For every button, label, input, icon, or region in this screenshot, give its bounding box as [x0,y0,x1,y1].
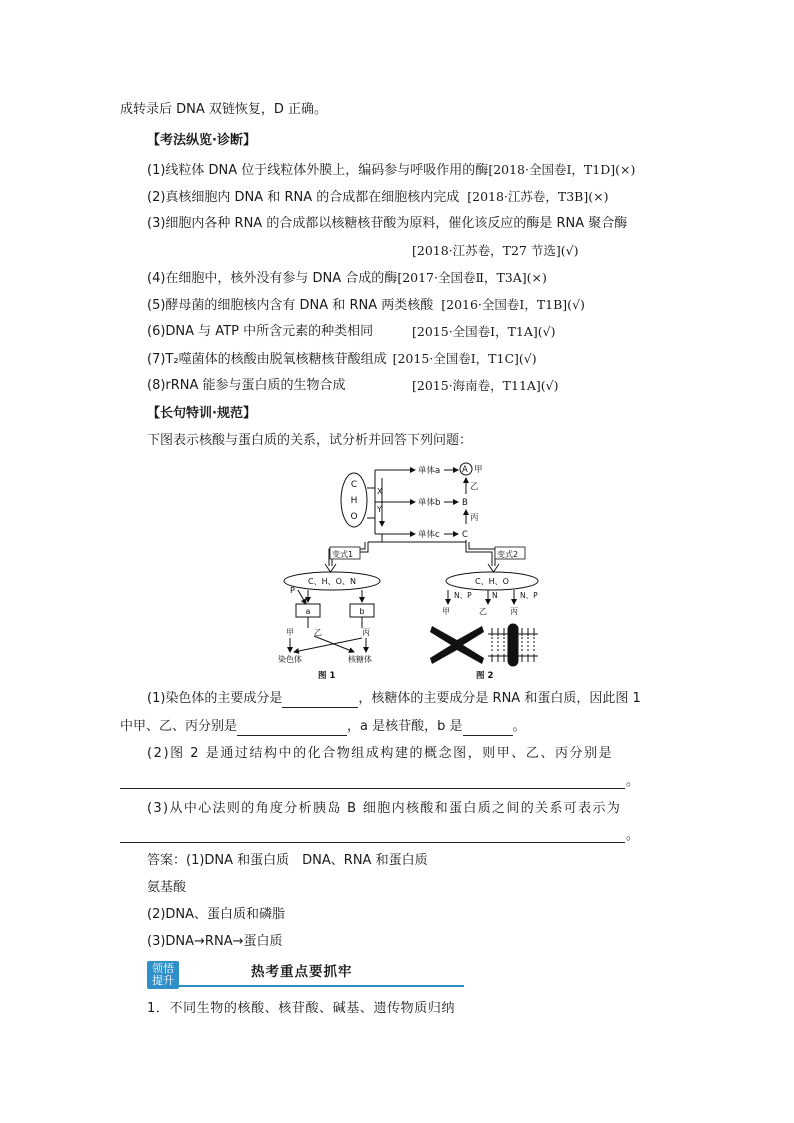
element-c: C [350,480,358,490]
step-yi: 乙 [470,482,479,492]
answer-line-4-text: (3)DNA→RNA→蛋白质 [147,934,283,949]
list-item [147,215,627,233]
product-a: A [462,465,468,475]
question-1-cont [120,718,526,736]
fig1-a: a [305,607,311,616]
variant1-label: 变式1 [332,550,354,559]
element-o: O [350,512,358,522]
concept-diagram [270,456,560,686]
fig2-bing: 丙 [510,607,518,616]
item-text: (2)真核细胞内 DNA 和 RNA 的合成都在细胞核内完成 [147,190,460,205]
item-text: (1)线粒体 DNA 位于线粒体外膜上，编码参与呼吸作用的酶 [147,163,489,178]
section3-heading: 1．不同生物的核酸、核苷酸、碱基、遗传物质归纳 [147,1001,456,1016]
fig1-ellipse-label: C、H、O、N [308,577,356,586]
answer-line-1: 答案：(1)DNA 和蛋白质 DNA、RNA 和蛋白质 [147,853,428,868]
question-prompt: 下图表示核酸与蛋白质的关系，试分析并回答下列问题： [147,433,473,448]
fig2-n-mid: N [492,591,498,600]
item-ref: [2015·全国卷Ⅰ，T1A](√) [412,324,556,339]
product-b: B [462,498,468,508]
item-ref: [2018·全国卷Ⅰ，T1D](×) [488,162,636,177]
q1-text-b: ，核糖体的主要成分是 RNA 和蛋白质，因此图 1 [358,691,641,706]
list-item [147,188,608,207]
variant2-label: 变式2 [497,550,519,559]
monomer-b: 单体b [418,498,441,508]
list-item [147,377,346,395]
list-item [147,350,537,369]
q1-text-a: (1)染色体的主要成分是 [147,691,283,706]
section-title-long-sentence: 【长句特训·规范】 [147,406,256,421]
badge-top: 领悟 [152,962,174,975]
answer-line-2[interactable] [120,788,625,789]
q1-text-d: ，a 是核苷酸，b 是 [347,719,463,734]
fig1-p: P [290,586,295,595]
q3-end: 。 [626,828,640,843]
q1-text-e: 。 [512,719,526,734]
fig1-jia: 甲 [286,628,294,637]
fig1-caption: 图 1 [318,671,336,681]
answer-line-2-text: 氨基酸 [147,880,187,895]
item-ref: [2016·全国卷Ⅰ，T1B](√) [441,297,585,312]
membrane-image [488,624,538,666]
item-ref: [2015·全国卷Ⅰ，T1C](√) [392,351,537,366]
answer-line-3[interactable] [120,842,625,843]
banner-underline [177,985,464,987]
list-item [147,269,547,288]
fig1-yi: 乙 [314,628,322,637]
product-c: C [462,530,468,540]
item-ref: [2017·全国卷Ⅱ，T3A](×) [397,270,547,285]
item-text: (4)在细胞中，核外没有参与 DNA 合成的酶 [147,271,398,286]
item-text: (3)细胞内各种 RNA 的合成都以核糖核苷酸为原料，催化该反应的酶是 RNA 聚合酶 [147,216,628,231]
question-1 [147,690,641,708]
fig1-ribosome: 核糖体 [348,655,372,664]
question-3: (3)从中心法则的角度分析胰岛 B 细胞内核酸和蛋白质之间的关系可表示为 [147,801,622,816]
fig2-np-left: N、P [454,591,472,600]
label-x: X [377,487,383,496]
fig2-ellipse-label: C、H、O [475,577,509,586]
element-h: H [350,496,358,506]
item-text: (5)酵母菌的细胞核内含有 DNA 和 RNA 两类核酸 [147,298,434,313]
list-item [147,161,635,180]
item-ref: [2018·江苏卷，T3B](×) [467,189,609,204]
item-text: (6)DNA 与 ATP 中所含元素的种类相同 [147,324,374,339]
fig2-yi: 乙 [479,607,487,616]
intro-line: 成转录后 DNA 双链恢复，D 正确。 [120,102,328,117]
banner-badge [147,961,179,989]
fig1-bing: 丙 [362,628,370,637]
answer-blank-1[interactable] [282,693,358,708]
q2-end: 。 [626,774,640,789]
answer-line-3-text: (2)DNA、蛋白质和磷脂 [147,907,286,922]
fig2-np-right: N、P [520,591,538,600]
section-title-diagnosis: 【考法纵览·诊断】 [147,133,256,148]
fig1-chromosome: 染色体 [278,655,302,664]
list-item [147,296,585,315]
item-text: (8)rRNA 能参与蛋白质的生物合成 [147,378,346,393]
step-bing: 丙 [470,513,479,523]
item-ref: [2018·江苏卷，T27 节选](√) [412,243,579,258]
chromosome-image [430,626,484,664]
item-ref: [2015·海南卷，T11A](√) [412,378,559,393]
q1-text-c: 中甲、乙、丙分别是 [120,719,238,734]
question-2: (2)图 2 是通过结构中的化合物组成构建的概念图，则甲、乙、丙分别是 [147,746,614,761]
banner-title: 热考重点要抓牢 [251,964,353,980]
list-item [147,323,373,341]
monomer-a: 单体a [418,466,441,476]
fig2-caption: 图 2 [476,671,494,681]
fig2-jia: 甲 [442,607,450,616]
step-jia: 甲 [474,465,483,475]
monomer-c: 单体c [418,530,440,540]
answer-blank-2[interactable] [237,721,347,736]
fig1-b: b [359,607,365,616]
badge-bottom: 提升 [152,974,174,987]
item-text: (7)T₂噬菌体的核酸由脱氧核糖核苷酸组成 [147,352,387,367]
answer-blank-3[interactable] [463,721,513,736]
label-y: Y [377,505,382,514]
